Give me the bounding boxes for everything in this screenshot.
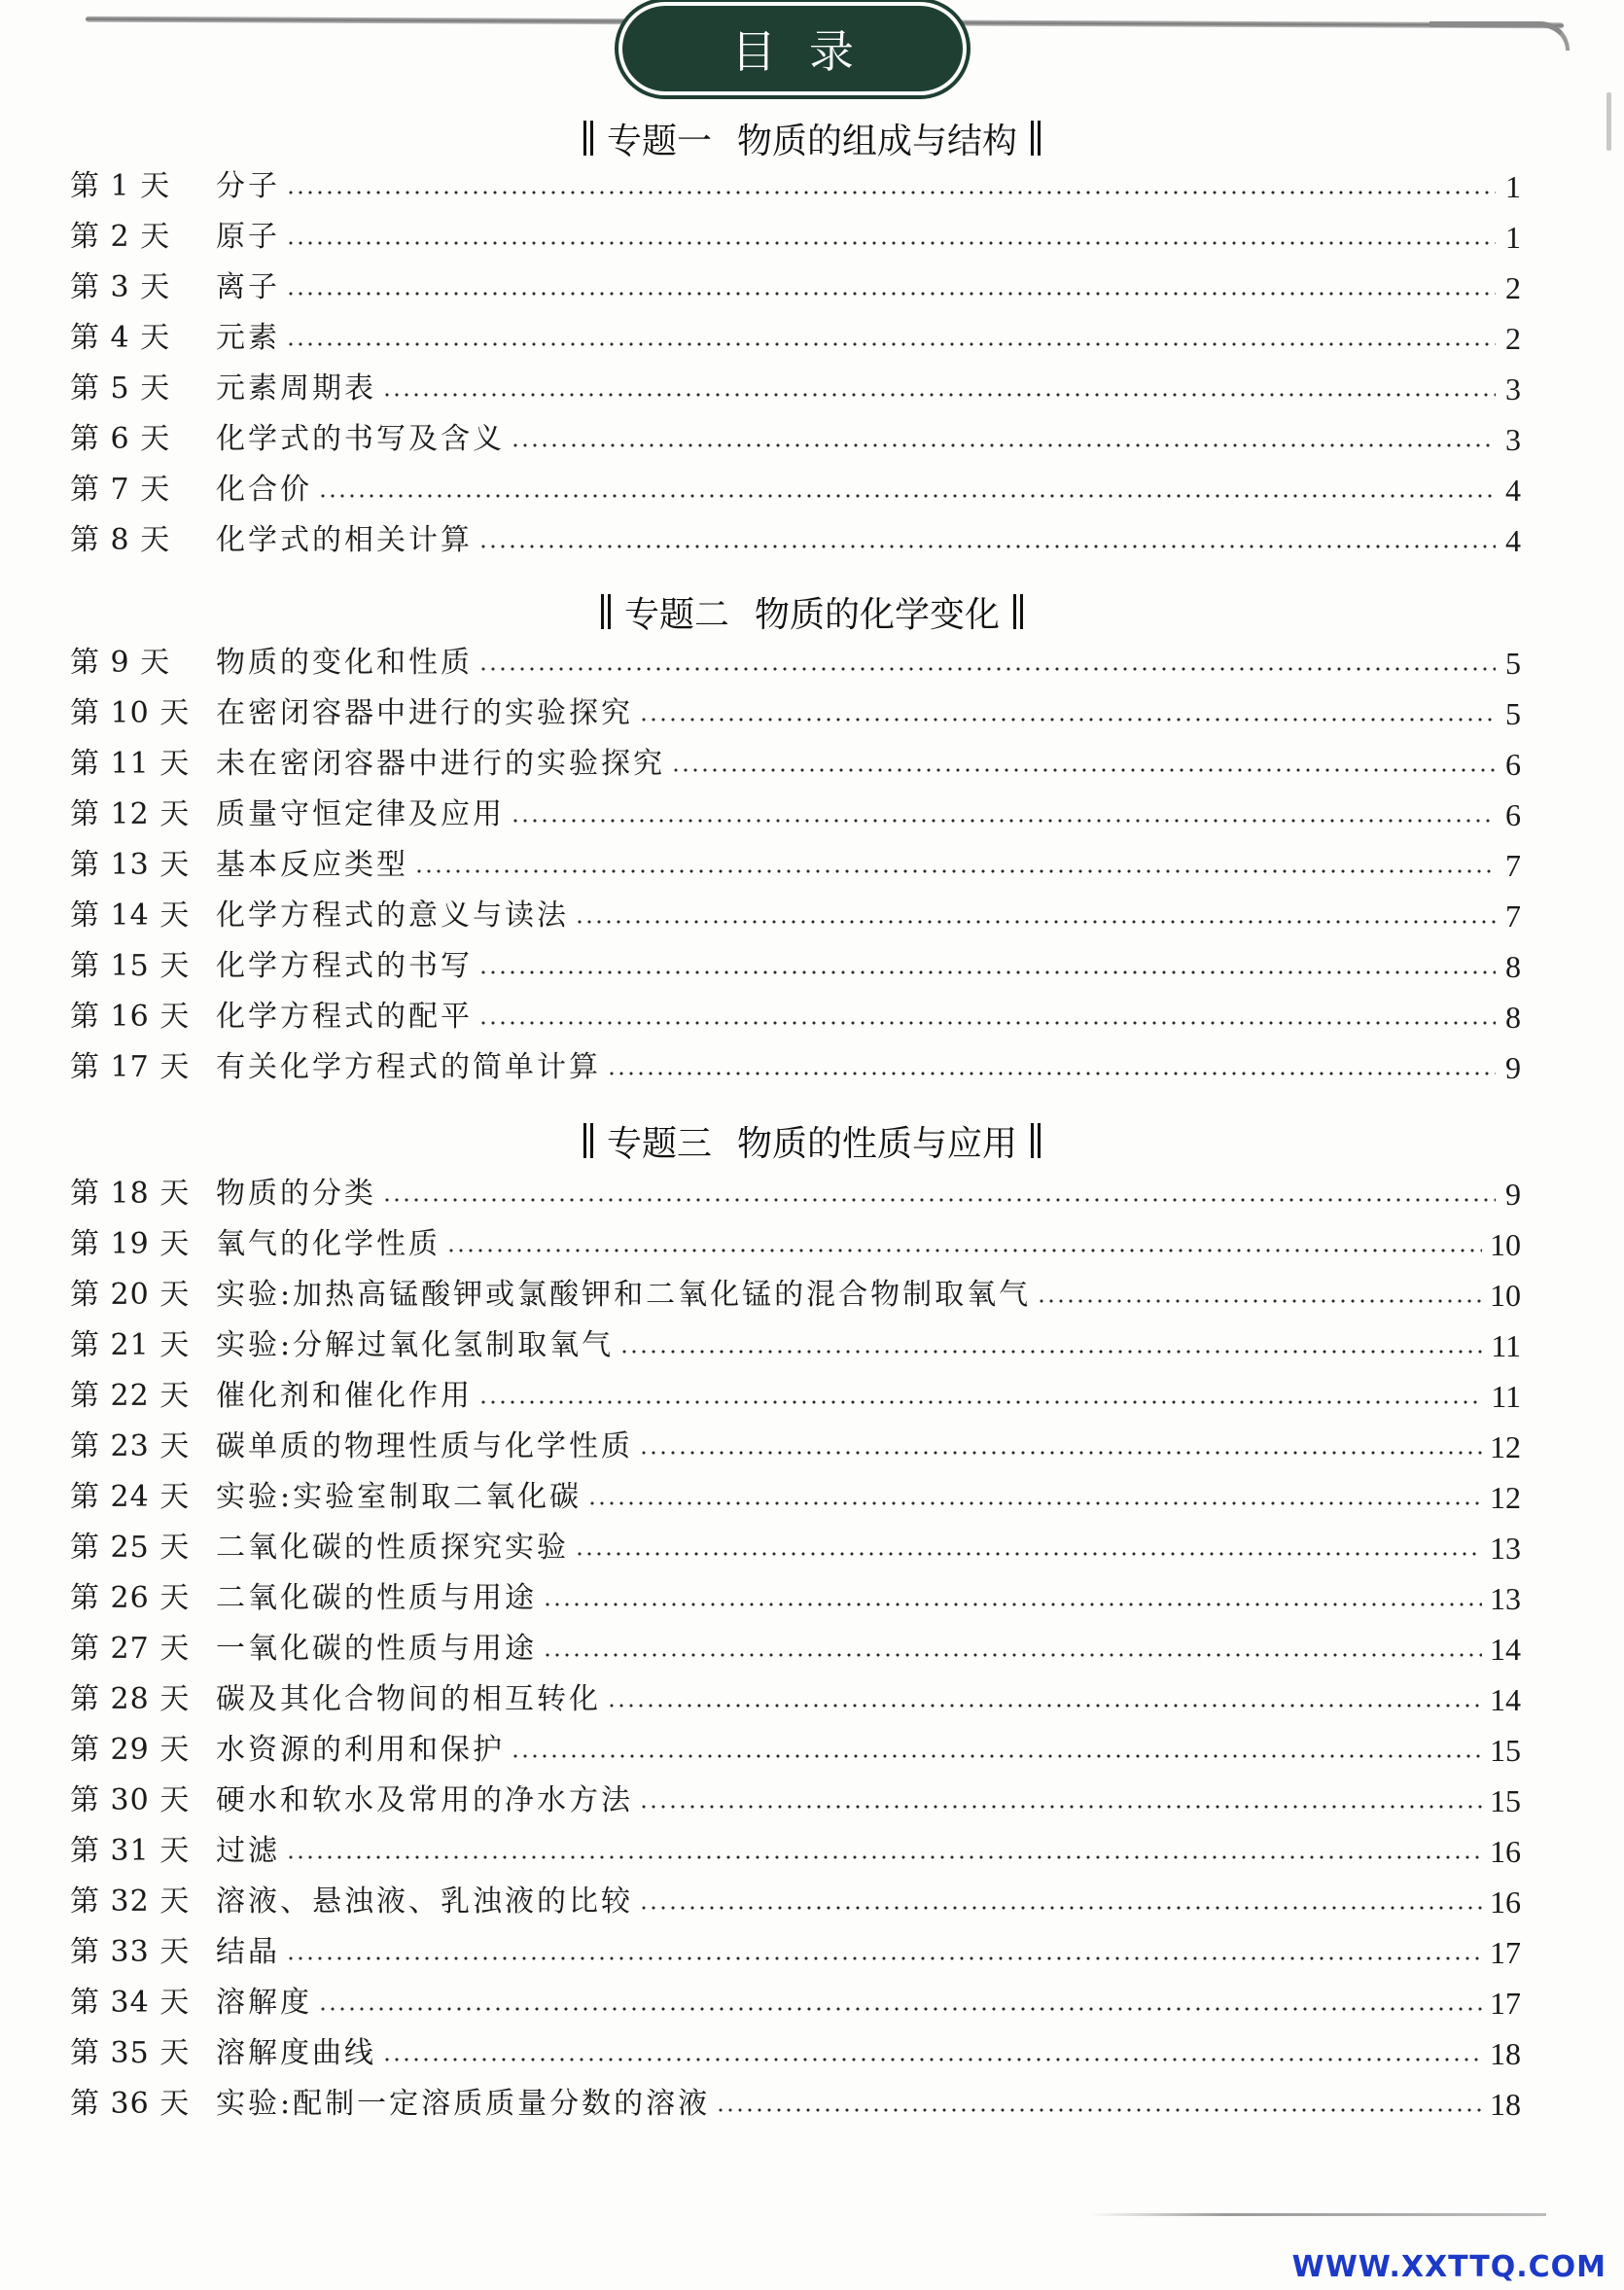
toc-entry[interactable] [70,1879,1521,1921]
entry-day: 第 3 天 [70,270,171,304]
entry-topic: 离子 [216,270,280,304]
dot-leader [318,2007,1482,2011]
toc-entry[interactable] [70,2081,1521,2124]
toc-entry[interactable] [70,214,1521,257]
toc-entry[interactable] [70,1272,1521,1315]
dot-leader [639,1805,1482,1809]
entry-page: 17 [1490,1986,1521,2021]
entry-topic: 在密闭容器中进行的实验探究 [216,696,633,730]
entry-topic: 元素周期表 [216,371,376,405]
entry-topic: 未在密闭容器中进行的实验探究 [216,747,665,781]
entry-day: 第 15 天 [70,949,191,983]
section-label: 专题二 [623,594,729,635]
section-heading-1 [0,110,1624,166]
entry-page: 11 [1491,1379,1521,1414]
entry-page: 2 [1505,270,1521,305]
heading-bar-right [1031,121,1041,156]
dot-leader [607,1072,1496,1075]
dot-leader [639,1451,1482,1455]
entry-day: 第 12 天 [70,797,191,831]
dot-leader [478,970,1496,974]
top-rule-curl [1430,21,1570,51]
toc-entry[interactable] [70,1322,1521,1365]
entry-page: 12 [1490,1480,1521,1515]
dot-leader [511,1754,1482,1758]
page-title: 目录 [731,25,887,78]
section-label: 专题一 [606,121,712,161]
dot-leader [619,1350,1483,1354]
section-label: 专题三 [606,1123,712,1164]
entry-topic: 元素 [216,321,280,355]
heading-bar-left [583,1123,593,1158]
entry-page: 13 [1490,1531,1521,1566]
dot-leader [414,869,1496,873]
entry-day: 第 24 天 [70,1480,191,1514]
dot-leader [286,292,1496,296]
entry-page: 15 [1490,1733,1521,1768]
dot-leader [446,1249,1482,1252]
entry-day: 第 16 天 [70,1000,191,1034]
entry-page: 18 [1490,2036,1521,2071]
heading-bar-left [601,594,611,629]
toc-entry[interactable] [70,1221,1521,1264]
entry-page: 11 [1491,1328,1521,1363]
heading-bar-right [1031,1123,1041,1158]
dot-leader [478,667,1496,671]
toc-entry[interactable] [70,1575,1521,1618]
dot-leader [286,1855,1482,1859]
dot-leader [607,1704,1482,1708]
entry-page: 3 [1505,371,1521,406]
entry-topic: 水资源的利用和保护 [216,1733,505,1767]
entry-page: 6 [1505,797,1521,832]
entry-page: 13 [1490,1581,1521,1616]
entry-topic: 化合价 [216,473,312,507]
dot-leader [511,819,1496,823]
entry-topic: 化学方程式的书写 [216,949,473,983]
toc-entry[interactable] [70,1676,1521,1719]
entry-day: 第 35 天 [70,2036,191,2070]
entry-topic: 一氧化碳的性质与用途 [216,1632,537,1666]
toc-entry[interactable] [70,1828,1521,1871]
entry-day: 第 33 天 [70,1935,191,1969]
section-title: 物质的组成与结构 [737,121,1018,161]
entry-page: 7 [1505,848,1521,883]
toc-entry[interactable] [70,690,1521,733]
entry-topic: 硬水和软水及常用的净水方法 [216,1783,633,1817]
entry-page: 9 [1505,1177,1521,1212]
entry-page: 5 [1505,696,1521,731]
entry-day: 第 13 天 [70,848,191,882]
dot-leader [382,393,1496,397]
entry-day: 第 31 天 [70,1834,191,1868]
entry-topic: 分子 [216,169,280,203]
entry-page: 15 [1490,1783,1521,1818]
toc-entry[interactable] [70,640,1521,683]
toc-entry[interactable] [70,842,1521,885]
dot-leader [382,2058,1482,2061]
watermark-url: WWW.XXTTQ.COM [1291,2250,1606,2284]
toc-entry[interactable] [70,1727,1521,1770]
toc-entry[interactable] [70,264,1521,307]
entry-day: 第 5 天 [70,371,171,405]
entry-topic: 二氧化碳的性质与用途 [216,1581,537,1615]
dot-leader [478,1021,1496,1025]
toc-entry[interactable] [70,416,1521,459]
entry-topic: 化学式的相关计算 [216,523,473,557]
entry-topic: 有关化学方程式的简单计算 [216,1050,601,1084]
entry-day: 第 9 天 [70,646,171,680]
dot-leader [543,1603,1482,1606]
toc-entry[interactable] [70,741,1521,784]
entry-page: 4 [1505,523,1521,558]
entry-topic: 实验:加热高锰酸钾或氯酸钾和二氧化锰的混合物制取氧气 [216,1278,1032,1312]
entry-page: 9 [1505,1050,1521,1085]
entry-day: 第 23 天 [70,1429,191,1463]
entry-day: 第 34 天 [70,1986,191,2020]
entry-page: 18 [1490,2087,1521,2122]
toc-entry[interactable] [70,467,1521,510]
dot-leader [286,1956,1482,1960]
entry-page: 6 [1505,747,1521,782]
entry-day: 第 28 天 [70,1682,191,1716]
toc-entry[interactable] [70,1980,1521,2023]
entry-day: 第 6 天 [70,422,171,456]
dot-leader [478,545,1496,548]
entry-topic: 实验:分解过氧化氢制取氧气 [216,1328,615,1362]
dot-leader [587,1501,1482,1505]
entry-topic: 溶解度 [216,1986,312,2020]
dot-leader [286,241,1496,245]
entry-day: 第 25 天 [70,1531,191,1565]
entry-day: 第 1 天 [70,169,171,203]
dot-leader [575,1552,1482,1556]
entry-topic: 结晶 [216,1935,280,1969]
dot-leader [639,718,1496,722]
dot-leader [382,1198,1496,1202]
toc-entry[interactable] [70,315,1521,358]
entry-topic: 质量守恒定律及应用 [216,797,505,831]
entry-page: 14 [1490,1682,1521,1717]
dot-leader [543,1653,1482,1657]
entry-topic: 实验:实验室制取二氧化碳 [216,1480,583,1514]
entry-day: 第 7 天 [70,473,171,507]
entry-page: 10 [1490,1227,1521,1262]
entry-page: 4 [1505,473,1521,508]
toc-entry[interactable] [70,163,1521,206]
entry-day: 第 14 天 [70,898,191,933]
entry-topic: 基本反应类型 [216,848,408,882]
entry-day: 第 29 天 [70,1733,191,1767]
entry-page: 8 [1505,949,1521,984]
dot-leader [511,443,1496,447]
entry-day: 第 18 天 [70,1177,191,1211]
entry-page: 14 [1490,1632,1521,1667]
entry-topic: 化学式的书写及含义 [216,422,505,456]
section-title: 物质的化学变化 [755,594,1001,635]
dot-leader [318,494,1496,498]
entry-day: 第 22 天 [70,1379,191,1413]
entry-page: 1 [1505,169,1521,204]
entry-topic: 过滤 [216,1834,280,1868]
entry-page: 17 [1490,1935,1521,1970]
title-badge [622,6,963,91]
heading-bar-right [1013,594,1023,629]
dot-leader [1037,1299,1482,1303]
entry-day: 第 30 天 [70,1783,191,1817]
entry-topic: 溶液、悬浊液、乳浊液的比较 [216,1885,633,1919]
entry-topic: 碳单质的物理性质与化学性质 [216,1429,633,1463]
entry-day: 第 26 天 [70,1581,191,1615]
entry-topic: 物质的变化和性质 [216,646,473,680]
toc-entry[interactable] [70,1626,1521,1669]
toc-entry[interactable] [70,792,1521,834]
section-heading-2 [0,583,1624,640]
toc-entry[interactable] [70,994,1521,1037]
entry-day: 第 4 天 [70,321,171,355]
toc-entry[interactable] [70,1525,1521,1568]
toc-entry[interactable] [70,943,1521,986]
entry-topic: 二氧化碳的性质探究实验 [216,1531,569,1565]
section-title: 物质的性质与应用 [737,1123,1018,1164]
dot-leader [575,920,1496,924]
entry-page: 5 [1505,646,1521,681]
entry-page: 8 [1505,1000,1521,1035]
entry-day: 第 21 天 [70,1328,191,1362]
entry-day: 第 17 天 [70,1050,191,1084]
entry-topic: 化学方程式的配平 [216,1000,473,1034]
entry-topic: 实验:配制一定溶质质量分数的溶液 [216,2087,711,2121]
entry-page: 2 [1505,321,1521,356]
toc-entry[interactable] [70,1373,1521,1416]
bottom-decorative-rule [1089,2213,1546,2216]
toc-entry[interactable] [70,893,1521,935]
dot-leader [286,342,1496,346]
entry-topic: 碳及其化合物间的相互转化 [216,1682,601,1716]
entry-day: 第 27 天 [70,1632,191,1666]
heading-bar-left [583,121,593,156]
toc-entry[interactable] [70,1778,1521,1820]
entry-topic: 原子 [216,220,280,254]
entry-topic: 氧气的化学性质 [216,1227,441,1261]
entry-day: 第 11 天 [70,747,191,781]
entry-page: 16 [1490,1834,1521,1869]
entry-day: 第 36 天 [70,2087,191,2121]
toc-entry[interactable] [70,1044,1521,1087]
entry-day: 第 10 天 [70,696,191,730]
entry-day: 第 20 天 [70,1278,191,1312]
toc-entry[interactable] [70,1474,1521,1517]
dot-leader [478,1400,1483,1404]
dot-leader [286,191,1496,194]
toc-entry[interactable] [70,1171,1521,1214]
toc-entry[interactable] [70,517,1521,560]
dot-leader [716,2108,1482,2112]
entry-topic: 化学方程式的意义与读法 [216,898,569,933]
toc-entry[interactable] [70,2030,1521,2073]
dot-leader [671,768,1496,772]
toc-entry[interactable] [70,1929,1521,1972]
toc-entry[interactable] [70,366,1521,408]
entry-page: 3 [1505,422,1521,457]
entry-day: 第 8 天 [70,523,171,557]
toc-entry[interactable] [70,1424,1521,1466]
entry-page: 10 [1490,1278,1521,1313]
entry-topic: 溶解度曲线 [216,2036,376,2070]
entry-page: 12 [1490,1429,1521,1464]
entry-page: 7 [1505,898,1521,934]
section-heading-3 [0,1112,1624,1169]
entry-day: 第 19 天 [70,1227,191,1261]
entry-day: 第 2 天 [70,220,171,254]
entry-page: 16 [1490,1885,1521,1920]
entry-topic: 物质的分类 [216,1177,376,1211]
dot-leader [639,1906,1482,1910]
entry-page: 1 [1505,220,1521,255]
entry-day: 第 32 天 [70,1885,191,1919]
entry-topic: 催化剂和催化作用 [216,1379,473,1413]
